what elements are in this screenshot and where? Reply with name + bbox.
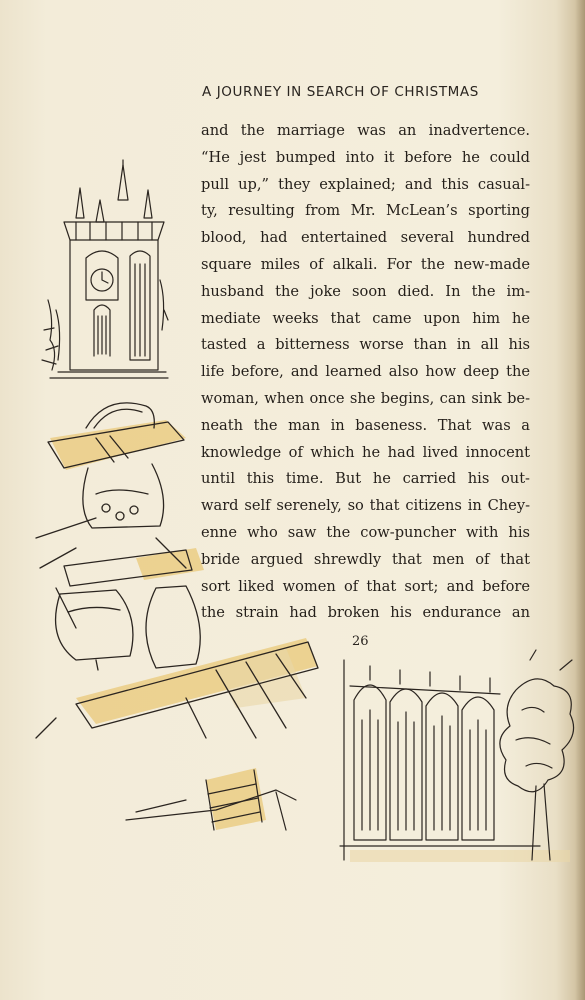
text-line: pull up,” they explained; and this casual- (201, 175, 530, 193)
text-line: square miles of alkali. For the new-made (201, 255, 530, 273)
text-line: “He jest bumped into it before he could (201, 148, 530, 166)
text-line: tasted a bitterness worse than in all his (201, 336, 530, 354)
text-line: ty, resulting from Mr. McLean’s sporting (201, 202, 530, 220)
running-head: A JOURNEY IN SEARCH OF CHRISTMAS (202, 84, 479, 100)
text-line: mediate weeks that came upon him he (201, 309, 530, 327)
ladder-illustration (126, 760, 306, 840)
text-line: neath the man in baseness. That was a (201, 416, 530, 434)
text-line: woman, when once she begins, can sink be- (201, 389, 530, 407)
text-line: until this time. But he carried his out- (201, 470, 530, 488)
text-line: husband the joke soon died. In the im- (201, 282, 530, 300)
page-edge-shadow (575, 0, 585, 1000)
page-number: 26 (352, 634, 369, 649)
text-line: and the marriage was an inadvertence. (201, 122, 530, 139)
text-line: enne who saw the cow-puncher with his (201, 523, 530, 541)
text-line: life before, and learned also how deep the (201, 363, 530, 381)
text-line: knowledge of which he had lived innocent (201, 443, 530, 461)
gothic-arcade-illustration (340, 650, 580, 865)
text-line: sort liked women of that sort; and before (201, 577, 530, 595)
text-line: bride argued shrewdly that men of that (201, 550, 530, 568)
body-text (201, 118, 530, 627)
text-line: the strain had broken his endurance an (201, 604, 530, 622)
text-line: blood, had entertained several hundred (201, 229, 530, 247)
clock-tower-illustration (40, 160, 170, 390)
text-line: ward self serenely, so that citizens in Chey- (201, 497, 530, 515)
